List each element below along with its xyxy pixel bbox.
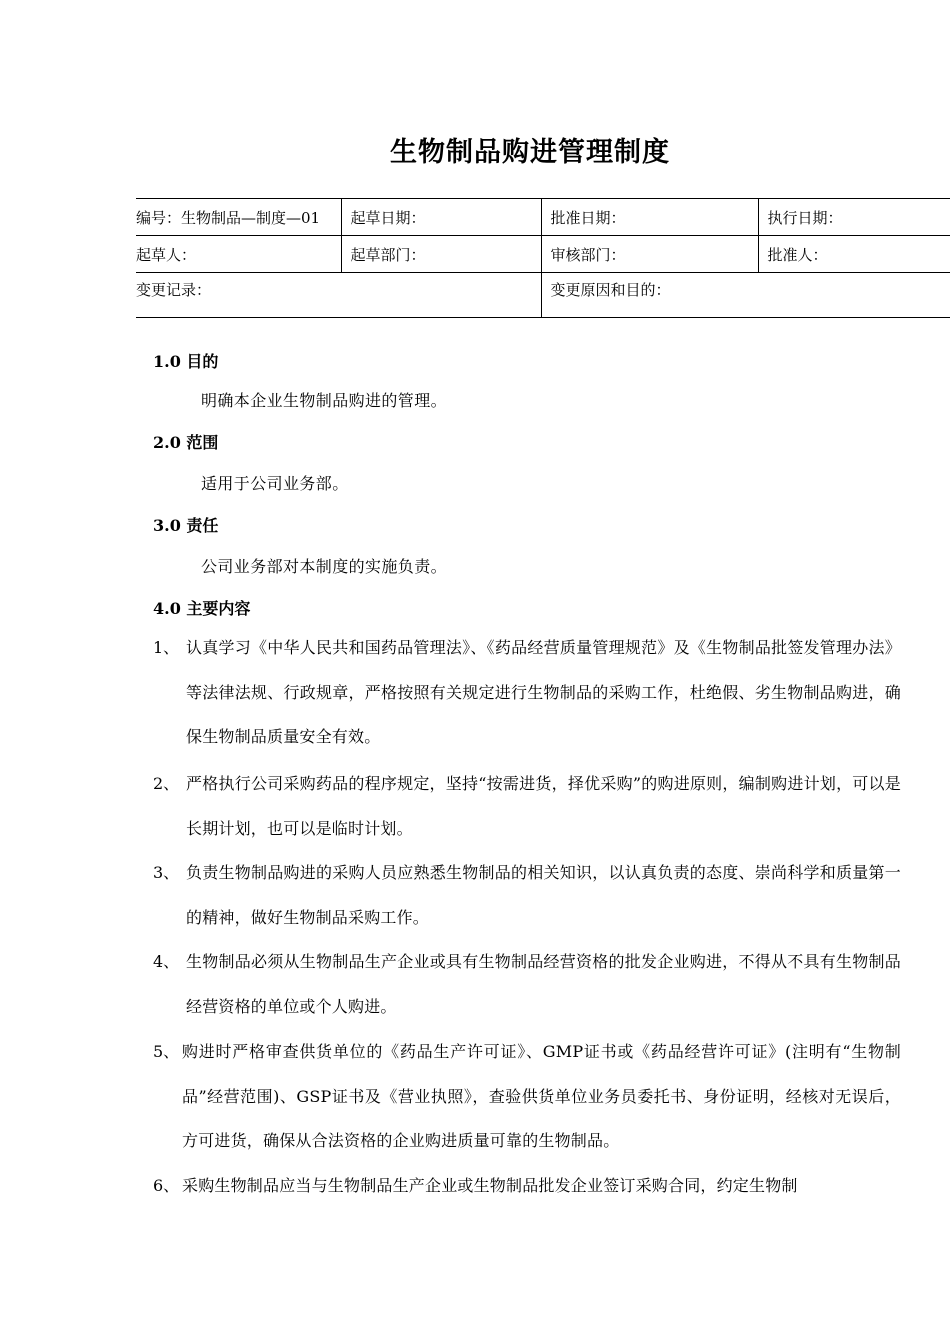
- approver-cell: 批准人：: [758, 236, 950, 273]
- list-item-number: 5、: [153, 1042, 180, 1061]
- list-item: [153, 762, 901, 851]
- list-item: [153, 940, 901, 1029]
- list-item-text: 负责生物制品购进的采购人员应熟悉生物制品的相关知识，以认真负责的态度、崇尚科学和质量第一的精神，做好生物制品采购工作。: [186, 863, 901, 927]
- draft-date-cell: 起草日期：: [341, 199, 541, 236]
- list-item-text: 生物制品必须从生物制品生产企业或具有生物制品经营资格的批发企业购进，不得从不具有生物制品经营资格的单位或个人购进。: [186, 952, 901, 1016]
- info-row: [136, 273, 950, 318]
- review-dept-cell: 审核部门：: [541, 236, 758, 273]
- section-heading-responsibility: 3.0 责任: [153, 516, 219, 535]
- list-item: [153, 1164, 901, 1209]
- list-item-number: 1、: [153, 638, 180, 657]
- section-heading-scope: 2.0 范围: [153, 433, 219, 452]
- document-info-table: [136, 198, 950, 318]
- drafter-cell: 起草人：: [136, 236, 341, 273]
- change-record-cell: 变更记录：: [136, 273, 541, 318]
- list-item-text: 认真学习《中华人民共和国药品管理法》、《药品经营质量管理规范》及《生物制品批签发管理办法》等法律法规、行政规章，严格按照有关规定进行生物制品的采购工作，杜绝假、劣生物制品购进，确保生物制品质量安全有效。: [186, 638, 901, 746]
- section-text-purpose: 明确本企业生物制品购进的管理。: [201, 391, 448, 410]
- list-item-number: 4、: [153, 952, 180, 971]
- list-item: [153, 1030, 901, 1164]
- list-item-number: 2、: [153, 774, 180, 793]
- list-item-text: 采购生物制品应当与生物制品生产企业或生物制品批发企业签订采购合同，约定生物制: [182, 1176, 798, 1195]
- list-item-text: 购进时严格审查供货单位的《药品生产许可证》、GMP证书或《药品经营许可证》(注明有“生物制品”经营范围)、GSP证书及《营业执照》，查验供货单位业务员委托书、身份证明，经核对无误后，方可进货，确保从合法资格的企业购进质量可靠的生物制品。: [182, 1042, 901, 1150]
- list-item-text: 严格执行公司采购药品的程序规定，坚持“按需进货，择优采购”的购进原则，编制购进计划，可以是长期计划，也可以是临时计划。: [186, 774, 901, 838]
- list-item: [153, 626, 901, 760]
- section-heading-purpose: 1.0 目的: [153, 352, 219, 371]
- approval-date-cell: 批准日期：: [541, 199, 758, 236]
- doc-number-cell: 编号：生物制品—制度—01: [136, 199, 341, 236]
- draft-dept-cell: 起草部门：: [341, 236, 541, 273]
- list-item: [153, 851, 901, 940]
- section-text-scope: 适用于公司业务部。: [201, 474, 349, 493]
- change-reason-cell: 变更原因和目的：: [541, 273, 950, 318]
- list-item-number: 6、: [153, 1176, 180, 1195]
- info-row: [136, 236, 950, 273]
- info-row: [136, 199, 950, 236]
- effective-date-cell: 执行日期：: [758, 199, 950, 236]
- section-heading-main-content: 4.0 主要内容: [153, 599, 251, 618]
- section-text-responsibility: 公司业务部对本制度的实施负责。: [201, 557, 448, 576]
- page-title: 生物制品购进管理制度: [390, 137, 670, 168]
- list-item-number: 3、: [153, 863, 180, 882]
